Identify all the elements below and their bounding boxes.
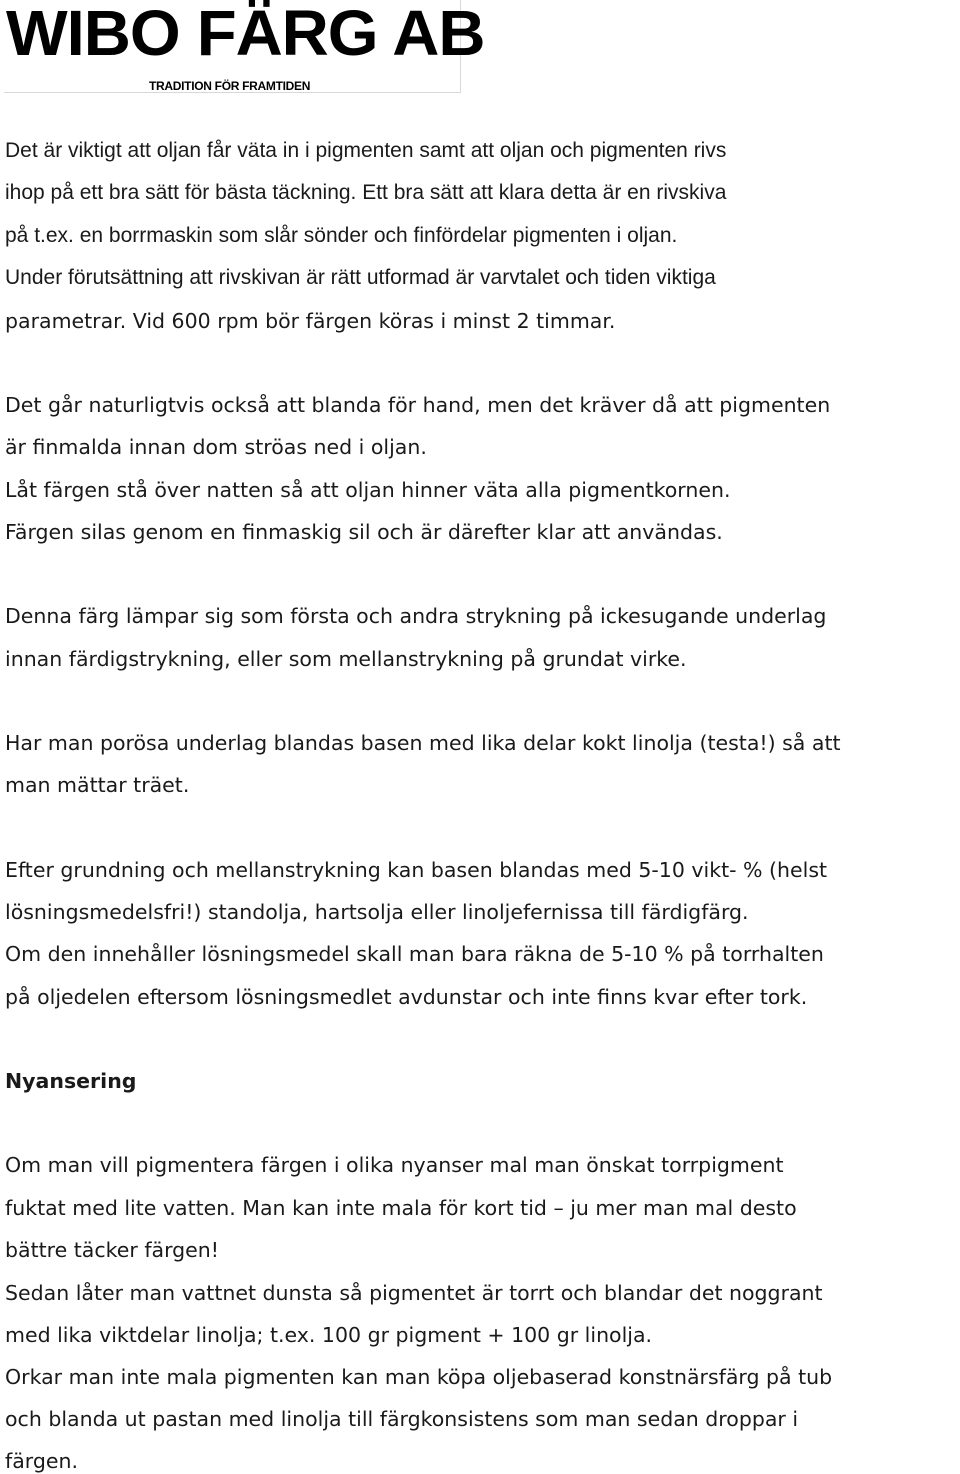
text-line: ihop på ett bra sätt för bästa täckning. Ett bra sätt att klara detta är en rivskiva xyxy=(5,181,727,204)
text-line: Om man vill pigmentera färgen i olika nyanser mal man önskat torrpigment xyxy=(5,1153,784,1177)
text-line: Om den innehåller lösningsmedel skall man bara räkna de 5-10 % på torrhalten xyxy=(5,942,824,966)
text-line: bättre täcker färgen! xyxy=(5,1238,220,1262)
text-line: färgen. xyxy=(5,1449,78,1473)
text-line: är finmalda innan dom ströas ned i oljan. xyxy=(5,435,427,459)
text-line: och blanda ut pastan med linolja till färgkonsistens som man sedan droppar i xyxy=(5,1407,799,1431)
logo-name: WIBO FÄRG AB xyxy=(6,0,485,69)
text-line: på t.ex. en borrmaskin som slår sönder och finfördelar pigmenten i oljan. xyxy=(5,224,678,247)
text-line: Det är viktigt att oljan får väta in i pigmenten samt att oljan och pigmenten rivs xyxy=(5,139,727,162)
text-line: lösningsmedelsfri!) standolja, hartsolja eller linoljefernissa till färdigfärg. xyxy=(5,900,749,924)
company-logo xyxy=(4,0,485,93)
text-line: med lika viktdelar linolja; t.ex. 100 gr pigment + 100 gr linolja. xyxy=(5,1323,653,1347)
text-line: Sedan låter man vattnet dunsta så pigmentet är torrt och blandar det noggrant xyxy=(5,1281,823,1305)
text-line: Har man porösa underlag blandas basen med lika delar kokt linolja (testa!) så att xyxy=(5,731,841,755)
logo-tagline: TRADITION FÖR FRAMTIDEN xyxy=(149,79,311,93)
text-line: Låt färgen stå över natten så att oljan hinner väta alla pigmentkornen. xyxy=(5,478,731,502)
text-line: innan färdigstrykning, eller som mellanstrykning på grundat virke. xyxy=(5,647,687,671)
text-line: Under förutsättning att rivskivan är rätt utformad är varvtalet och tiden viktiga xyxy=(5,266,716,289)
text-line: Denna färg lämpar sig som första och andra strykning på ickesugande underlag xyxy=(5,604,827,628)
text-line: Det går naturligtvis också att blanda för hand, men det kräver då att pigmenten xyxy=(5,393,831,417)
text-line: Efter grundning och mellanstrykning kan basen blandas med 5-10 vikt- % (helst xyxy=(5,858,828,882)
text-line: Orkar man inte mala pigmenten kan man köpa oljebaserad konstnärsfärg på tub xyxy=(5,1365,833,1389)
text-line: fuktat med lite vatten. Man kan inte mala för kort tid – ju mer man mal desto xyxy=(5,1196,797,1220)
text-line: på oljedelen eftersom lösningsmedlet avdunstar och inte finns kvar efter tork. xyxy=(5,985,808,1009)
text-line: man mättar träet. xyxy=(5,773,190,797)
section-heading: Nyansering xyxy=(5,1069,137,1093)
text-line: Färgen silas genom en finmaskig sil och är därefter klar att användas. xyxy=(5,520,723,544)
text-line: parametrar. Vid 600 rpm bör färgen köras i minst 2 timmar. xyxy=(5,309,616,333)
